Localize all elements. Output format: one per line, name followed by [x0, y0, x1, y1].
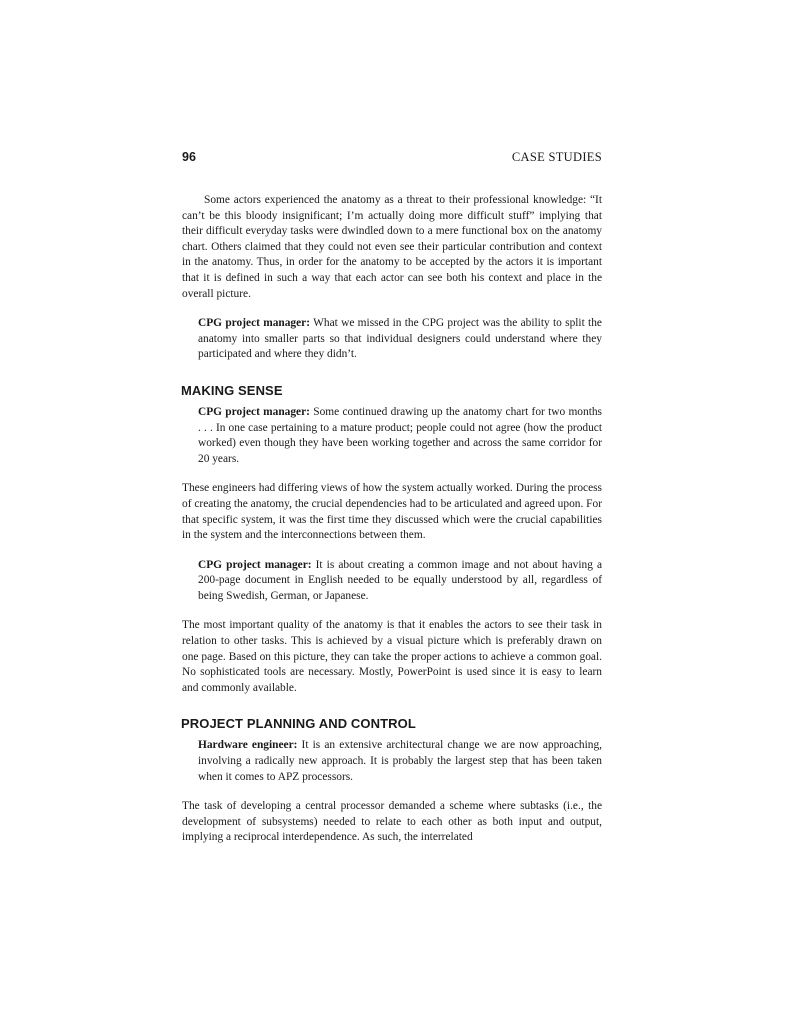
body-paragraph-3: The most important quality of the anatomy is that it enables the actors to see their task in relation to other tasks. This is achieved by a visual picture which is preferably drawn on one page. Based on this picture, they can take the proper actions to achieve a common goal. No sophisticated tools are necessary. Mostly, PowerPoint is used since it is easy to learn and commonly available. [182, 619, 602, 694]
page-number: 96 [182, 150, 196, 164]
book-page [182, 150, 602, 846]
body-paragraph-4: The task of developing a central processor demanded a scheme where subtasks (i.e., the development of subsystems) needed to relate to each other as both input and output, implying a reciprocal interdependence. As such, the interrelated [182, 800, 602, 844]
section-heading-project-planning: PROJECT PLANNING AND CONTROL [181, 716, 416, 732]
body-paragraph-2: These engineers had differing views of how the system actually worked. During the process of creating the anatomy, the crucial dependencies had to be articulated and agreed upon. For that specific system, it was the first time they discussed which were the crucial capabilities in the system and the interconnections between them. [182, 482, 602, 542]
quote-speaker: CPG project manager: [198, 317, 311, 330]
running-head [182, 150, 602, 170]
quote-text: Some continued drawing up the anatomy chart for two months . . . In one case pertaining to a mature product; people could not agree (how the product worked) even though they have been working together and across the same corridor for 20 years. [198, 405, 602, 465]
interview-quote-2 [198, 405, 602, 467]
quote-speaker: CPG project manager: [198, 558, 312, 571]
quote-speaker: CPG project manager: [198, 405, 310, 418]
chapter-title: CASE STUDIES [511, 150, 602, 164]
quote-text: It is about creating a common image and not about having a 200-page document in English needed to be equally understood by all, regardless of being Swedish, German, or Japanese. [198, 558, 603, 602]
interview-quote-1 [198, 316, 602, 363]
interview-quote-4 [198, 738, 602, 785]
quote-speaker: Hardware engineer: [198, 739, 298, 752]
section-heading-making-sense: MAKING SENSE [181, 382, 283, 398]
body-paragraph-1: Some actors experienced the anatomy as a threat to their professional knowledge: “It can’t be this bloody insignificant; I’m actually doing more difficult stuff” implying that their difficult everyday tasks were dwindled down to a mere functional box on the anatomy chart. Others claimed that they could not even see their particular contribution and context in the anatomy. Thus, in order for the anatomy to be accepted by the actors it is important that it is defined in such a way that each actor can see both his context and place in the overall picture. [182, 194, 602, 300]
quote-text: It is an extensive architectural change we are now approaching, involving a radically new approach. It is probably the largest step that has been taken when it comes to APZ processors. [198, 739, 602, 783]
quote-text: What we missed in the CPG project was the ability to split the anatomy into smaller parts so that individual designers could understand where they participated and where they didn’t. [198, 317, 602, 361]
interview-quote-3 [198, 558, 602, 605]
